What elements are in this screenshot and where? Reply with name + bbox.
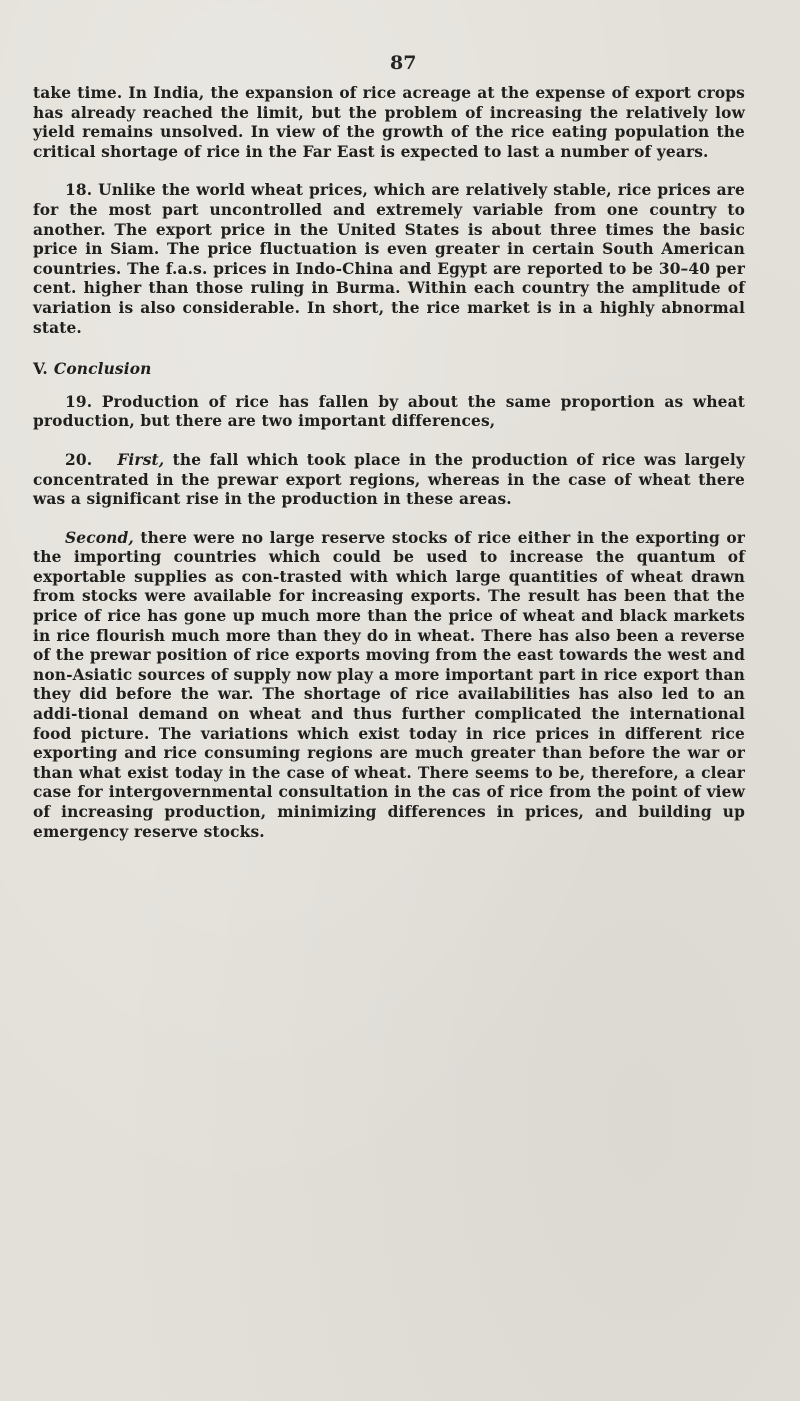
paragraph-20-text: the fall which took place in the production of rice was largely concentrated in the prewar export regions, whereas in the case of wheat there was a significant rise in the production in these areas. [33, 450, 745, 509]
paragraph-19: 19. Production of rice has fallen by about the same proportion as wheat production, but there are two important differences, [33, 392, 745, 431]
paragraph-second [33, 529, 745, 843]
section-title: Conclusion [53, 360, 152, 379]
section-heading [33, 360, 745, 380]
paragraph-20-number: 20. [65, 450, 93, 469]
paragraph-second-lead: Second, [65, 528, 134, 547]
page-number: 87 [390, 52, 417, 74]
paragraph-18: 18. Unlike the world wheat prices, which are relatively stable, rice prices are for the most part uncontrolled and extremely variable from one country to another. The export price in the United States is about three times the basic price in Siam. The price fluctuation is even greater in certain South American countries. The f.a.s. prices in Indo-China and Egypt are reported to be 30–40 per cent. higher than those ruling in Burma. Within each country the amplitude of variation is also considerable. In short, the rice market is in a highly abnormal state. [33, 181, 745, 337]
paragraph-second-text: there were no large reserve stocks of rice either in the exporting or the importing countries which could be used to increase the quantum of exportable supplies as con-trasted with which large quantities of wheat drawn from stocks were available for increasing exports. The result has been that the price of rice has gone up much more than the price of wheat and black markets in rice flourish much more than they do in wheat. There has also been a reverse of the prewar position of rice exports moving from the east towards the west and non-Asiatic sources of supply now play a more important part in rice export than they did before the war. The shortage of rice availabilities has also led to an addi-tional demand on wheat and thus further complicated the international food picture. The variations which exist today in rice prices in different rice exporting and rice consuming regions are much greater than before the war or than what exist today in the case of wheat. There seems to be, therefore, a clear case for intergovernmental consultation in the cas of rice from the point of view of increasing production, minimizing differences in prices, and building up emergency reserve stocks. [33, 528, 745, 841]
paragraph-continuation: take time. In India, the expansion of rice acreage at the expense of export crops has already reached the limit, but the problem of increasing the relatively low yield remains unsolved. In view of the growth of the rice eating population the critical shortage of rice in the Far East is expected to last a number of years. [33, 84, 745, 161]
paragraph-20 [33, 451, 745, 510]
body-text [33, 84, 745, 842]
section-number: V. [33, 360, 48, 379]
paragraph-20-lead: First, [117, 450, 165, 469]
